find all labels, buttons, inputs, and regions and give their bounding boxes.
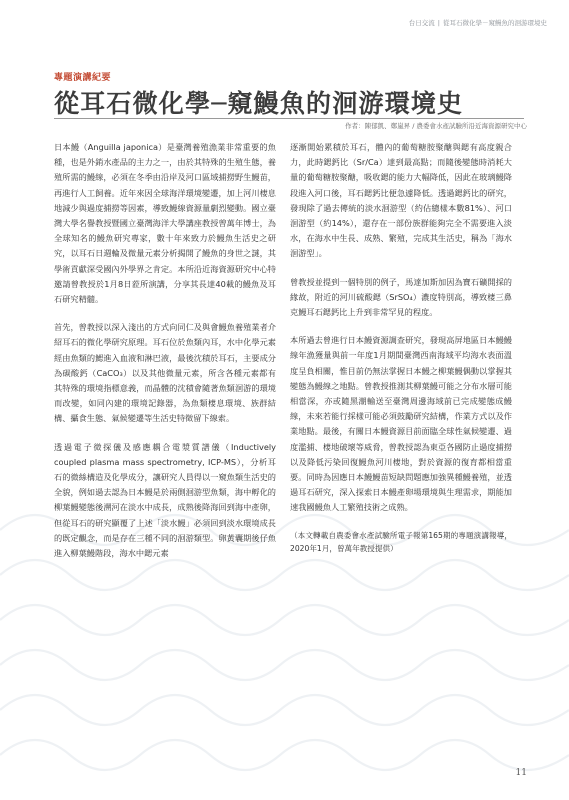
left-column xyxy=(54,140,276,574)
page-number: 11 xyxy=(515,768,527,778)
running-header xyxy=(393,18,547,27)
paragraph: 曾教授並提到一個特別的例子，馬達加斯加因為寶石礦開採的緣故，附近的河川硫酸鍶（SrSO₄）濃度特別高，導致棲三鼻克鰻耳石鍶鈣比上升到非常罕見的程度。 xyxy=(290,276,512,318)
author-line: 作者：陳郁凱、鄭嵐昇 / 農委會水產試驗所沿近海資源研究中心 xyxy=(345,122,527,130)
footnote: （本文轉載自農委會水產試驗所電子報第165期的專題演講報導，2020年1月，曾萬年教授提供） xyxy=(290,530,512,554)
header-separator: | xyxy=(437,19,440,27)
title-divider xyxy=(54,118,524,119)
paragraph: 透過電子微探儀及感應耦合電漿質譜儀（Inductively coupled plasma mass spectrometry, ICP-MS），分析耳石的微絲構造及化學成分，讓研究人員得以一窺魚類生活史的全貌，例如過去認為日本鰻是於兩側洄游型魚類，海中孵化的柳葉鰻變態後溯河在淡水中成長，成熟後降海回到海中產卵，但從耳石的研究顯覆了上述「淡水鰻」必須回到淡水環境成長的既定觀念，而是存在三種不同的洄游類型。卵黃囊期後仔魚進入柳葉鰻階段，海水中鍶元素 xyxy=(54,441,276,559)
article-title: 從耳石微化學─窺鰻魚的洄游環境史 xyxy=(54,89,464,118)
running-title: 從耳石微化學－窺鰻魚的洄游環境史 xyxy=(443,19,547,27)
paragraph: 日本鰻（Anguilla japonica）是臺灣養殖漁業非常重要的魚種，也是外銷水產品的主力之一，由於其特殊的生殖生態，養殖所需的鰻線，必須在冬季由沿岸及河口區域捕撈野生鰻苗，再進行人工飼養。近年來因全球海洋環境變遷，加上河川棲息地減少與過度捕撈等因素，導致鰻線資源量劇烈變動。國立臺灣大學名譽教授暨國立臺灣海洋大學講座教授曾萬年博士，為全球知名的鰻魚研究專家，數十年來致力於鰻魚生活史之研究，以耳石日週輪及微量元素分析揭開了鰻魚的身世之謎，其學術貢獻深受國內外學界之肯定。本所沿近海資源研究中心特邀請曾教授於1月8日蒞所演講，分享其長達40載的鰻魚及耳石研究精髓。 xyxy=(54,142,276,305)
magazine-name: 台日交流 xyxy=(408,19,435,27)
section-label: 專題演講紀要 xyxy=(54,73,112,83)
right-column xyxy=(290,140,512,569)
paragraph: 逐漸開始累積於耳石，體內的葡萄糖胺聚醣與鍶有高度親合力，此時鍶鈣比（Sr/Ca）達到最高點；而隨後變態時消耗大量的葡萄糖胺聚醣，吸收鍶的能力大幅降低，因此在玻璃鰻降段進入河口後，耳石鍶鈣比便急遽降低。透過鍶鈣比的研究，發現除了過去傳統的淡水洄游型（約佔總樣本數81%）、河口洄游型（約14%），還存在一部份族群能夠完全不需要進入淡水，在海水中生長、成熟、繁殖，完成其生活史，稱為「海水洄游型」。 xyxy=(290,142,512,259)
paragraph: 首先，曾教授以深入淺出的方式向同仁及與會鰻魚養殖業者介紹耳石的微化學研究原理。耳石位於魚類內耳，水中化學元素經由魚類的鰓進入血液和淋巴液，最後沈積於耳石，主要成分為碳酸鈣（CaCO₃）以及其他微量元素，所含各種元素都有其特殊的環境指標意義，而晶體的沈積會隨著魚類洄游的環境而改變，如同內建的環境記錄器，為魚類棲息環境、族群結構、攝食生態、氣候變遷等生活史特徵留下線索。 xyxy=(54,322,276,424)
paragraph: 本所過去曾進行日本鰻資源調查研究，發現高屏地區日本鰻鰻線年漁獲量與前一年度1月期間臺灣西南海域平均海水表面溫度呈負相關，惟目前仍無法掌握日本鰻之柳葉鰻偶動以掌握其變態為鰻線之地點。曾教授推測其柳葉鰻可能之分布水層可能相當深，亦或隨黑潮輸送至臺灣周邊海域前已完成變態成鰻線，未來若能行採樣可能必須鼓勵研究結構，作業方式以及作業地點。最後，有關日本鰻資源目前面臨全球性氣候變遷、過度濫捕、棲地破壞等威脅，曾教授認為東亞各國防止過度捕撈以及降低污染回復鰻魚河川棲地，對於資源的復育都相當重要。同時為因應日本鰻鰻苗短缺問題應加強異種鰻養殖，並透過耳石研究，深入探索日本鰻產卵場環境與生理需求，期能加速我國鰻魚人工繁殖技術之成熟。 xyxy=(290,335,512,513)
